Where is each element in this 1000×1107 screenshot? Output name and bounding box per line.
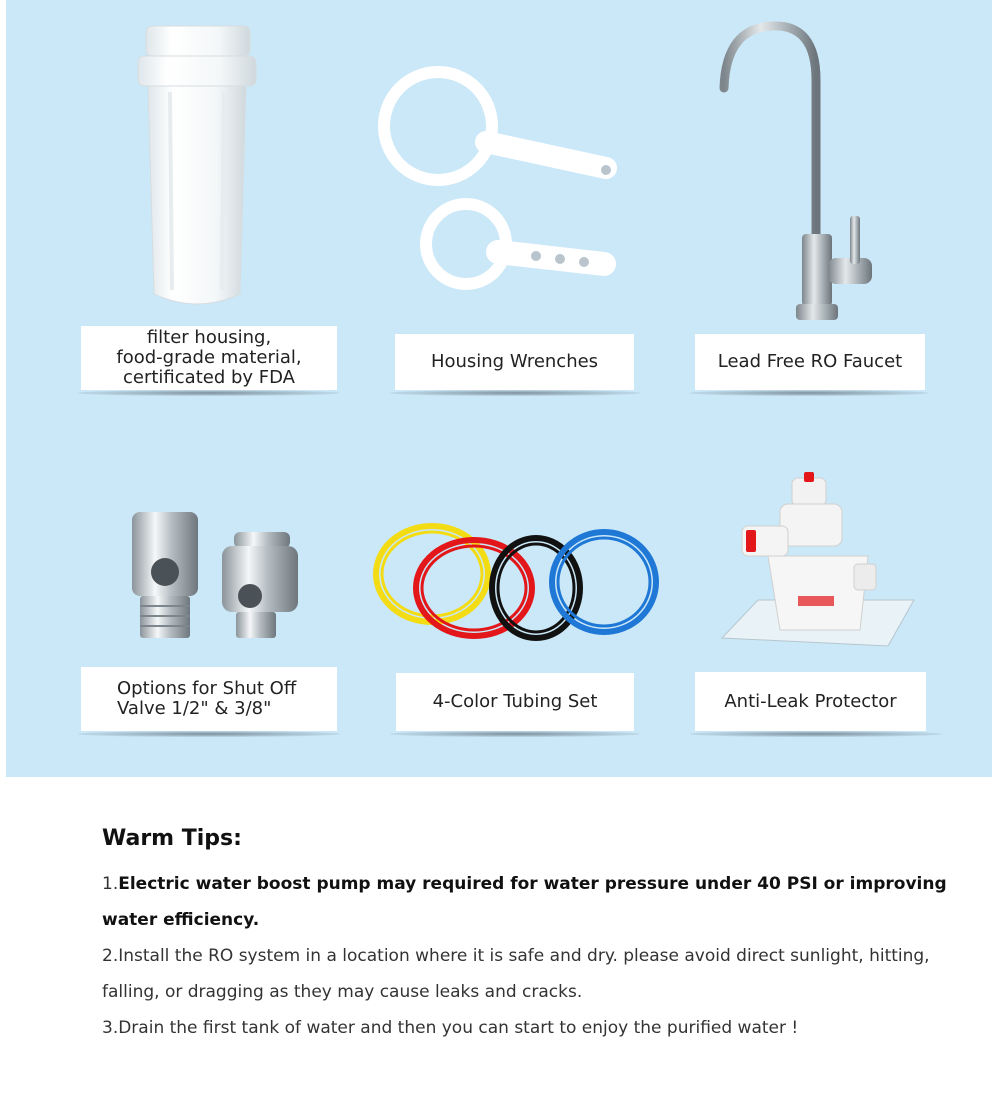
tip-3: 3.Drain the first tank of water and then you can start to enjoy the purified water !: [102, 1018, 799, 1038]
shut-off-valve-label: Options for Shut Off Valve 1/2" & 3/8": [81, 667, 337, 731]
ro-faucet-shadow: [690, 390, 928, 396]
tubing-set-image: [366, 518, 666, 648]
tubing-set-label: 4-Color Tubing Set: [396, 673, 634, 731]
anti-leak-image: [718, 470, 918, 660]
product-accessories-panel: [6, 0, 992, 777]
housing-wrenches-label: Housing Wrenches: [395, 334, 634, 390]
shut-off-valve-shadow: [78, 731, 340, 737]
tip-1: [102, 866, 962, 938]
housing-wrenches-image: [376, 62, 636, 290]
anti-leak-shadow: [690, 731, 942, 737]
ro-faucet-label: Lead Free RO Faucet: [695, 334, 925, 390]
warm-tips-title: Warm Tips:: [102, 826, 242, 851]
anti-leak-label: Anti-Leak Protector: [695, 672, 926, 731]
tip-2: 2.Install the RO system in a location where it is safe and dry. please avoid direct sunlight, hitting, falling, or dragging as they may cause leaks and cracks.: [102, 946, 930, 1002]
warm-tips-section: [102, 822, 962, 1046]
filter-housing-label: filter housing, food-grade material, certificated by FDA: [81, 326, 337, 390]
tip-1-body: Electric water boost pump may required for water pressure under 40 PSI or improving water efficiency.: [102, 874, 947, 930]
shut-off-valve-image: [124, 506, 304, 642]
filter-housing-shadow: [78, 390, 340, 396]
tip-1-number: 1.: [102, 874, 119, 894]
filter-housing-image: [132, 22, 262, 318]
tubing-set-shadow: [390, 731, 640, 737]
ro-faucet-image: [716, 20, 876, 324]
housing-wrenches-shadow: [390, 390, 640, 396]
